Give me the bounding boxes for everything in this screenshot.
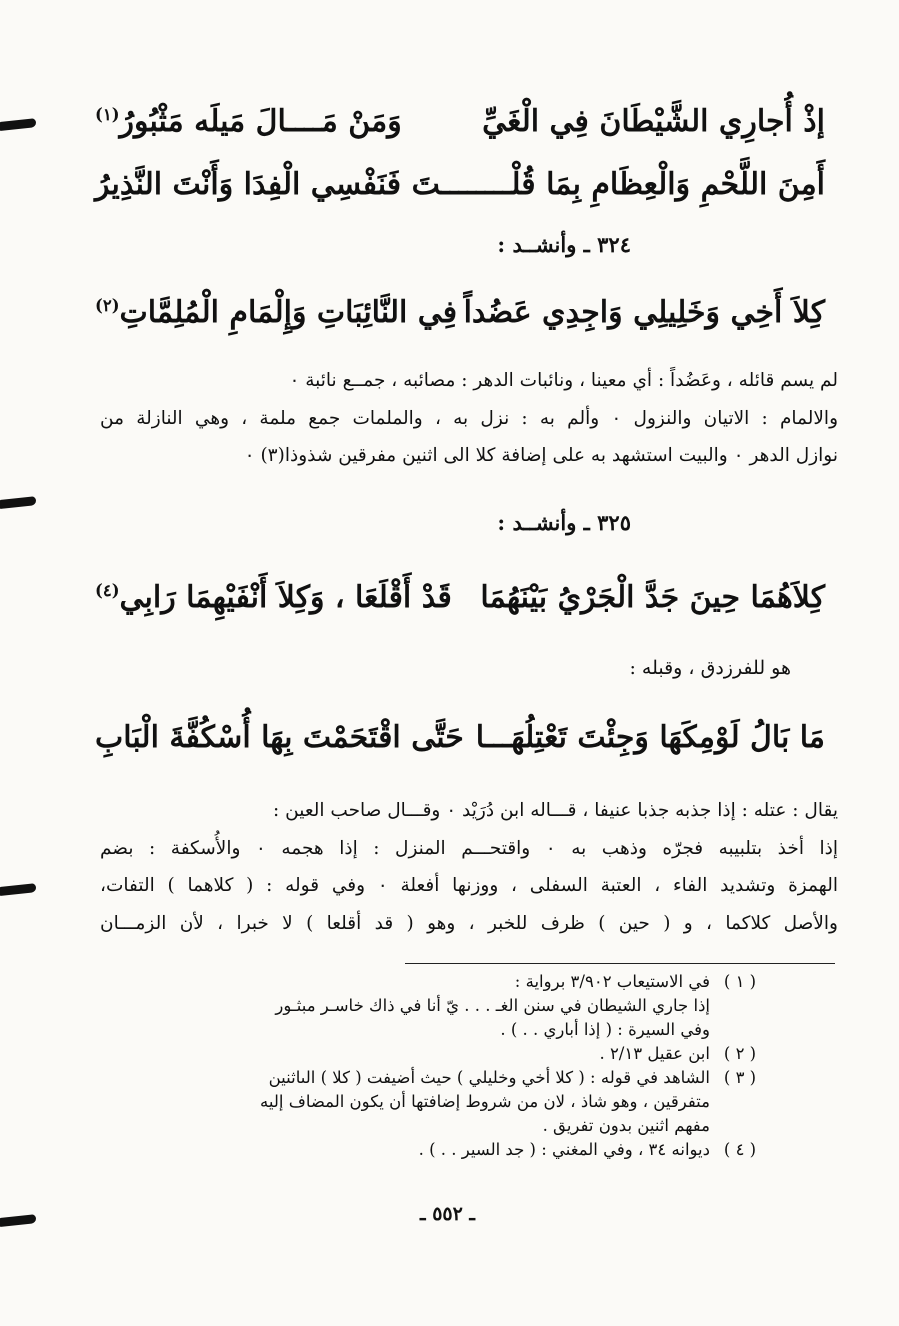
commentary-line: لم يسم قائله ، وعَضُداً : أي معينا ، ونائبات الدهر : مصائبه ، جمــع نائبة ٠ [289, 370, 838, 391]
verse-line [95, 568, 825, 626]
commentary-line: الهمزة وتشديد الفاء ، العتبة السفلى ، ووزنها أفعلة ٠ وفي قوله : ( كلاهما ) التفات، [100, 875, 838, 896]
scan-mark [0, 118, 36, 131]
footnote-number: ( ٣ ) [723, 1068, 757, 1087]
verse-hemistich-left: وَمَنْ مَــــالَ مَيلَه مَثْبُورُ [119, 103, 402, 139]
section-heading: ٣٢٥ ـ وأنشــد : [497, 510, 631, 535]
footnote-body [90, 1042, 710, 1066]
footnote-body [90, 970, 710, 1042]
footnote-separator [405, 963, 835, 964]
commentary-line: والالمام : الاتيان والنزول ٠ وألم به : نزل به ، والملمات جمع ملمة ، وهي النازلة من [100, 407, 838, 429]
verse-hemistich-right: مَا بَالُ لَوْمِكَهَا وَجِئْتَ تَعْتِلُهَـــا [475, 719, 825, 755]
footnote [90, 1066, 770, 1138]
section-heading: ٣٢٤ ـ وأنشــد : [497, 232, 631, 257]
footnote-line: الشاهد في قوله : ( كلا أخي وخليلي ) حيث أضيفت ( كلا ) الىاثنين [268, 1068, 710, 1087]
verse-hemistich-right: كِلاَهُمَا حِينَ جَدَّ الْجَرْيُ بَيْنَهُمَا [480, 579, 825, 615]
verse-hemistich-left-wrap [95, 295, 457, 330]
footnotes [90, 970, 770, 1162]
verse-hemistich-right: إذْ أُجارِي الشَّيْطَانَ فِي الْغَيِّ [482, 103, 825, 139]
commentary-line: نوازل الدهر ٠ والبيت استشهد به على إضافة كلا الى اثنين مفرقين شذوذا(٣) ٠ [244, 445, 838, 466]
footnote-ref: (٢) [95, 295, 120, 315]
footnote-ref: (٤) [95, 580, 120, 600]
scan-mark [0, 496, 36, 509]
verse-hemistich-right: كِلاَ أَخِي وَخَلِيلِي وَاجِدِي عَضُداً [463, 294, 825, 330]
verse-hemistich-left: حَتَّى اقْتَحَمْتَ بِهَا أُسْكُفَّةَ الْبَابِ [95, 719, 464, 755]
footnote [90, 1042, 770, 1066]
footnote-line: وفي السيرة : ( إذا أباري . . ) . [500, 1020, 710, 1039]
commentary-line: والأصل كلاكما ، و ( حين ) ظرف للخبر ، وهو ( قد أقلعا ) لا خبرا ، لأن الزمـــان [100, 912, 838, 934]
verse-hemistich-left: فِي النَّائِبَاتِ وَإِلْمَامِ الْمُلِمَّاتِ [119, 294, 458, 330]
commentary-paragraph [100, 792, 838, 942]
verse-line [95, 155, 825, 213]
footnote-body [90, 1138, 710, 1162]
footnote-number: ( ١ ) [723, 972, 757, 991]
scan-mark [0, 1214, 36, 1227]
verse-hemistich-left: قَدْ أَقْلَعَا ، وَكِلاَ أَنْفَيْهِمَا رَابِي [119, 579, 452, 615]
verse-line [95, 92, 825, 150]
footnote [90, 970, 770, 1042]
commentary-line: يقال : عتله : إذا جذبه جذبا عنيفا ، قـــاله ابن دُرَيْد ٠ وقـــال صاحب العين : [273, 800, 838, 821]
page-number: ـ ٥٥٢ ـ [420, 1203, 475, 1225]
footnote-number: ( ٢ ) [723, 1044, 757, 1063]
commentary-paragraph [100, 362, 838, 475]
footnote-line: متفرقين ، وهو شاذ ، لان من شروط إضافتها أن يكون المضاف إليه [260, 1092, 710, 1111]
footnote-line: إذا جاري الشيطان في سنن الغـ . . . يّ أنا في ذاك خاسـر مبثـور [275, 996, 710, 1015]
verse-line [95, 283, 825, 341]
verse-hemistich-left-wrap [95, 104, 402, 139]
footnote-line: ابن عقيل ٢/١٣ . [599, 1044, 710, 1063]
commentary-line: إذا أخذ بتلبيبه فجرّه وذهب به ٠ واقتحـــم المنزل : إذا هجمه ٠ والأُسكفة : بضم [100, 837, 838, 859]
intro-line: هو للفرزدق ، وقبله : [629, 657, 791, 679]
verse-hemistich-left: ـتَ فَنَفْسِي الْفِدَا وَأَنْتَ النَّذِيرُ [94, 166, 450, 202]
footnote-line: ديوانه ٣٤ ، وفي المغني : ( جد السير . . ) . [418, 1140, 710, 1159]
verse-hemistich-right: أَمِنَ اللَّحْمِ وَالْعِظَامِ بِمَا قُلْـــــــ [449, 166, 825, 202]
footnote-line: في الاستيعاب ٣/٩٠٢ برواية : [514, 972, 710, 991]
verse-hemistich-left-wrap [95, 580, 452, 615]
footnote-body [90, 1066, 710, 1138]
footnote-line: مفهم اثنين بدون تفريق . [542, 1116, 710, 1135]
scan-mark [0, 883, 36, 896]
footnote-number: ( ٤ ) [723, 1140, 757, 1159]
verse-line [95, 708, 825, 766]
footnote-ref: (١) [95, 104, 120, 124]
footnote [90, 1138, 770, 1162]
